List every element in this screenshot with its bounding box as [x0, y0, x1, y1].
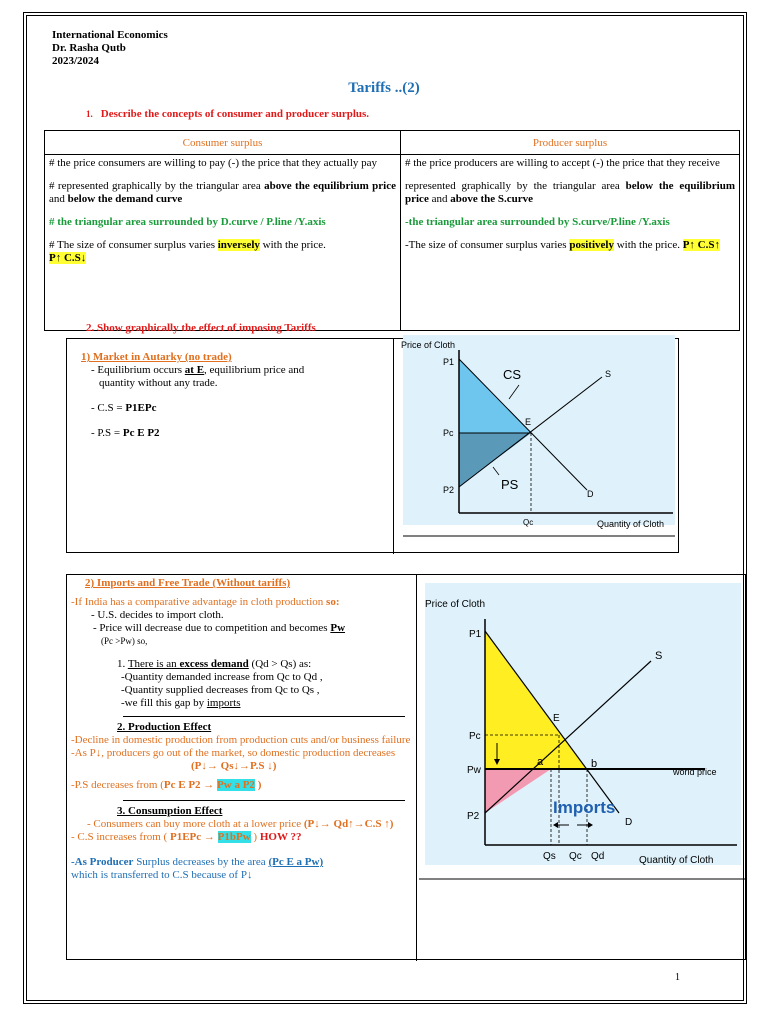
autarky-text [81, 351, 381, 440]
chart2-a-label: a [537, 756, 544, 768]
autarky-line1: - Equilibrium occurs at E, equilibrium price and [91, 364, 305, 376]
production-effect-title: 2. Production Effect [117, 721, 212, 733]
chart2-qs-label: Qs [543, 851, 556, 862]
trade-line5: 1. There is an excess demand (Qd > Qs) as: [117, 658, 312, 670]
academic-year: 2023/2024 [52, 55, 100, 67]
cs-graphical: # represented graphically by the triangular area above the equilibrium price and below the demand curve [49, 180, 396, 205]
production-effect-line3: (P↓→ Qs↓→P.S ↓) [191, 760, 277, 772]
chart1-xlabel: Quantity of Cloth [597, 519, 665, 529]
chart1-d-label: D [587, 489, 594, 499]
chart1-p1-label: P1 [443, 357, 455, 367]
chart1-ps-label: PS [501, 477, 519, 492]
trade-heading: 2) Imports and Free Trade (Without tariffs) [85, 577, 291, 589]
question-1-text: Describe the concepts of consumer and producer surplus. [100, 108, 370, 120]
question-1-number: 1. [86, 109, 93, 119]
chart2-p2-label: P2 [467, 811, 480, 822]
surplus-table [44, 130, 740, 331]
chart2-e-label: E [553, 713, 560, 724]
trade-rule-2 [123, 800, 405, 801]
production-effect-line2: -As P↓, producers go out of the market, so domestic production decreases [71, 747, 396, 759]
cs-area: # the triangular area surrounded by D.curve / P.line /Y.axis [49, 216, 326, 228]
trade-line1: -If India has a comparative advantage in cloth production so: [71, 596, 340, 608]
chart1-pc-label: Pc [443, 428, 454, 438]
ps-size: -The size of consumer surplus varies positively with the price. P↑ C.S↑ [405, 239, 720, 251]
chart2-qd-label: Qd [591, 851, 605, 862]
as-producer-line1: -As Producer Surplus decreases by the area (Pc E a Pw) [71, 856, 324, 868]
chart2-xlabel: Quantity of Cloth [639, 855, 714, 866]
chart1-ylabel: Price of Cloth [401, 340, 456, 350]
course-name: International Economics [52, 29, 168, 41]
trade-rule-1 [123, 716, 405, 717]
chart1-s-label: S [605, 369, 612, 379]
free-trade-box [66, 574, 746, 960]
consumer-surplus-cell [45, 155, 401, 331]
chart2-pc-label: Pc [469, 731, 481, 742]
cs-definition: # the price consumers are willing to pay (-) the price that they actually pay [49, 157, 378, 169]
consumption-effect-line2: - C.S increases from ( P1EPc → P1bPw ) HOW ?? [71, 831, 302, 843]
autarky-line2: quantity without any trade. [99, 377, 218, 389]
producer-surplus-header: Producer surplus [401, 131, 740, 155]
chart2-pw-label: Pw [467, 765, 481, 776]
page-number: 1 [675, 972, 680, 983]
chart2-ylabel: Price of Cloth [425, 599, 486, 610]
author-name: Dr. Rasha Qutb [52, 42, 126, 54]
free-trade-text [71, 577, 411, 882]
question-1 [86, 108, 369, 120]
autarky-cs: - C.S = P1EPc [91, 402, 157, 414]
free-trade-divider [416, 575, 417, 961]
trade-line6: -Quantity demanded increase from Qc to Qd , [121, 671, 323, 683]
producer-surplus-cell [401, 155, 740, 331]
ps-definition: # the price producers are willing to accept (-) the price that they receive [405, 157, 720, 169]
as-producer-line2: which is transferred to C.S because of P↓ [71, 869, 253, 881]
autarky-box [66, 338, 679, 553]
chart1-qc-label: Qc [523, 518, 534, 527]
chart2-imports-label: Imports [553, 798, 616, 817]
trade-line7: -Quantity supplied decreases from Qc to Qs , [121, 684, 320, 696]
autarky-heading: 1) Market in Autarky (no trade) [81, 351, 232, 363]
free-trade-chart [419, 583, 747, 885]
autarky-ps: - P.S = Pc E P2 [91, 427, 160, 439]
consumption-effect-title: 3. Consumption Effect [117, 805, 223, 817]
chart1-e-label: E [525, 417, 532, 427]
trade-line4: (Pc >Pw) so, [101, 636, 148, 646]
chart2-world-price-label: world price [673, 767, 717, 777]
consumption-effect-line1: - Consumers can buy more cloth at a lower price (P↓→ Qd↑→C.S ↑) [87, 818, 394, 830]
autarky-chart [397, 335, 680, 541]
trade-line3: - Price will decrease due to competition and becomes Pw [93, 622, 346, 634]
question-2: 2. Show graphically the effect of imposing Tariffs [86, 322, 316, 334]
page-title: Tariffs ..(2) [348, 80, 420, 96]
ps-area: -the triangular area surrounded by S.curve/P.line /Y.axis [405, 216, 670, 228]
production-effect-line4: -P.S decreases from (Pc E P2 → Pw a P2 ) [71, 779, 262, 791]
autarky-divider [393, 339, 394, 554]
chart2-s-label: S [655, 650, 663, 662]
document-header [52, 29, 168, 68]
chart2-qc-label: Qc [569, 851, 582, 862]
chart2-b-label: b [591, 758, 598, 770]
cs-size: # The size of consumer surplus varies inversely with the price. P↑ C.S↓ [49, 239, 326, 264]
trade-line2: - U.S. decides to import cloth. [91, 609, 224, 621]
chart1-p2-label: P2 [443, 485, 455, 495]
trade-line8: -we fill this gap by imports [121, 697, 241, 709]
chart2-p1-label: P1 [469, 629, 482, 640]
ps-graphical: represented graphically by the triangular area below the equilibrium price and above the S.curve [405, 180, 735, 205]
consumer-surplus-header: Consumer surplus [45, 131, 401, 155]
chart1-cs-label: CS [503, 367, 522, 382]
chart2-d-label: D [625, 817, 633, 828]
production-effect-line1: -Decline in domestic production from production cuts and/or business failure [71, 734, 411, 746]
